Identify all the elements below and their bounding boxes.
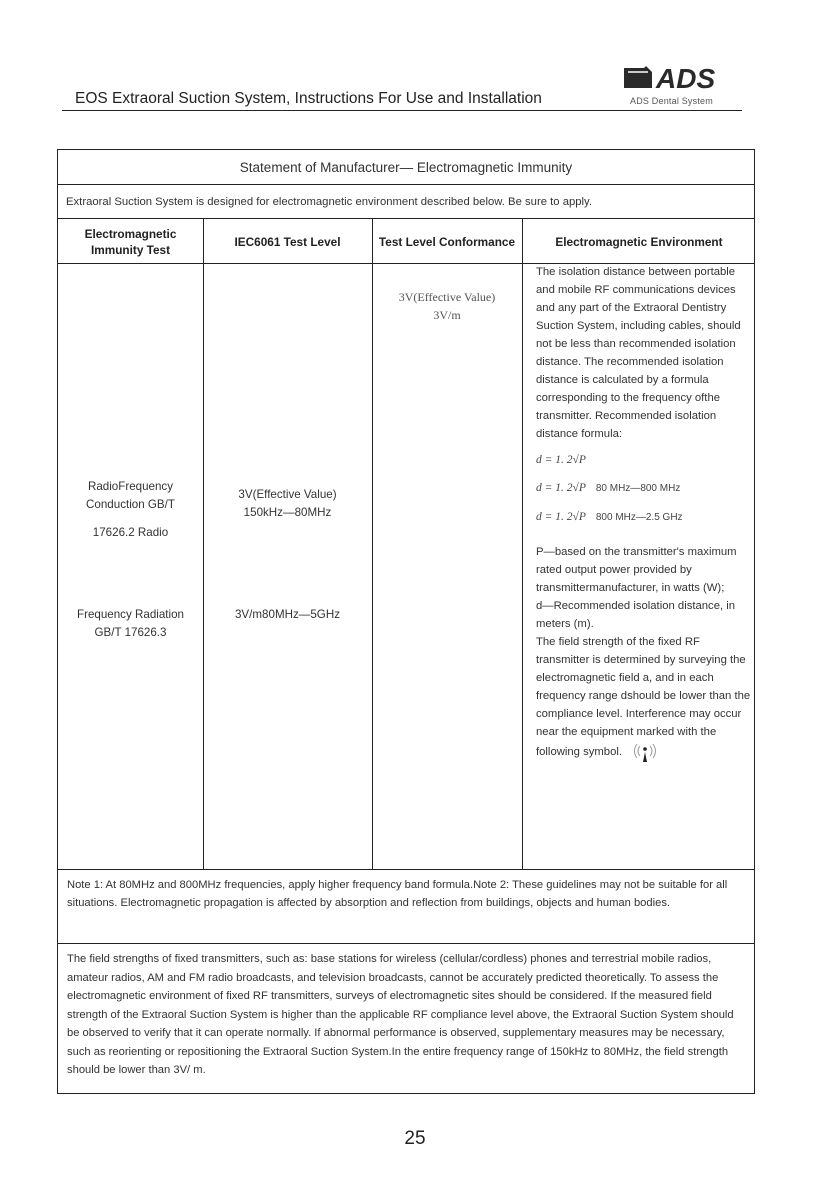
- formula-range: 80 MHz—800 MHz: [595, 483, 681, 494]
- column-header-level: IEC6061 Test Level: [234, 234, 341, 249]
- formula-text: d = 1. 2√P: [536, 482, 586, 494]
- column-divider: [522, 219, 523, 869]
- environment-cell: [536, 263, 756, 763]
- formula-line: [536, 508, 756, 527]
- row2-test-line: GB/T 17626.3: [94, 626, 167, 639]
- column-divider: [203, 219, 204, 869]
- row1-conformance-line: 3V(Effective Value): [398, 290, 496, 304]
- logo-subtitle: ADS Dental System: [630, 96, 713, 106]
- row1-level-cell: [203, 486, 372, 522]
- row2-test-line: Frequency Radiation: [77, 608, 184, 621]
- row1-test-line: RadioFrequency: [87, 480, 174, 493]
- row1-test-cell: [58, 478, 203, 542]
- table-intro: Extraoral Suction System is designed for electromagnetic environment described below. Be sure to apply.: [58, 184, 754, 219]
- note-row-divider: [58, 869, 754, 870]
- table-note: Note 1: At 80MHz and 800MHz frequencies, apply higher frequency band formula.Note 2: These guidelines may not be suitable for all situations. Electromagnetic propagation is affected by absorption and reflection from buildings, objects and human bodies.: [67, 879, 728, 909]
- logo-text: ADS: [656, 63, 716, 94]
- row1-conformance-line: 3V/m: [433, 308, 461, 322]
- environment-paragraph: d—Recommended isolation distance, in meters (m).: [536, 600, 736, 630]
- row1-test-line: Conduction GB/T: [86, 498, 175, 511]
- column-header-conformance: Test Level Conformance: [378, 234, 516, 249]
- row2-test-cell: [58, 606, 203, 642]
- row2-level-cell: 3V/m80MHz—5GHz: [234, 608, 340, 621]
- environment-text: The field strength of the fixed RF transmitter is determined by surveying the electromagnetic field a, and in each frequency range dshould be lower than the compliance level. Interference may occur near the equipment marked with the following symbol.: [536, 636, 751, 758]
- formula-line: [536, 451, 756, 469]
- environment-paragraph: The isolation distance between portable and mobile RF communications devices and any part of the Extraoral Dentistry Suction System, including cables, should not be less than recommended isolation distance. The recommended isolation distance is calculated by a formula corresponding to the frequency ofthe transmitter. Recommended isolation distance formula:: [536, 266, 741, 440]
- immunity-table: [57, 149, 755, 1094]
- environment-paragraph: [536, 633, 756, 763]
- column-header-environment: Electromagnetic Environment: [555, 234, 723, 249]
- final-row-divider: [58, 943, 754, 944]
- header-rule: [62, 110, 742, 111]
- formula-line: [536, 479, 756, 498]
- document-title: EOS Extraoral Suction System, Instructions For Use and Installation: [75, 90, 542, 107]
- ads-logo-icon: [622, 58, 742, 98]
- column-header-test: Electromagnetic Immunity Test: [84, 226, 177, 257]
- table-title: Statement of Manufacturer— Electromagnetic Immunity: [58, 150, 754, 185]
- row1-level-line: 150kHz—80MHz: [243, 506, 332, 519]
- formula-text: d = 1. 2√P: [536, 511, 586, 523]
- page-number: 25: [404, 1128, 426, 1149]
- row1-level-line: 3V(Effective Value): [238, 488, 337, 501]
- row1-conformance-cell: [372, 288, 522, 324]
- environment-paragraph: P—based on the transmitter's maximum rated output power provided by transmittermanufacturer, in watts (W);: [536, 546, 737, 594]
- formula-text: d = 1. 2√P: [536, 454, 586, 466]
- formula-range: 800 MHz—2.5 GHz: [595, 512, 683, 523]
- table-final-paragraph: The field strengths of fixed transmitters, such as: base stations for wireless (cellular/cordless) phones and terrestrial mobile radios, amateur radios, AM and FM radio broadcasts, and television broadcasts, cannot be accurately predicted theoretically. To assess the electromagnetic environment of fixed RF transmitters, surveys of electromagnetic sites should be considered. If the measured field strength of the Extraoral Suction System is higher than the applicable RF compliance level above, the Extraoral Suction System should be observed to verify that it can operate normally. If abnormal performance is observed, supplementary measures may be necessary, such as reorienting or repositioning the Extraoral Suction System.In the entire frequency range of 150kHz to 80MHz, the field strength should be lower than 3V/ m.: [67, 953, 734, 1076]
- row1-test-line: 17626.2 Radio: [92, 526, 169, 539]
- non-ionizing-radiation-icon: [630, 741, 660, 763]
